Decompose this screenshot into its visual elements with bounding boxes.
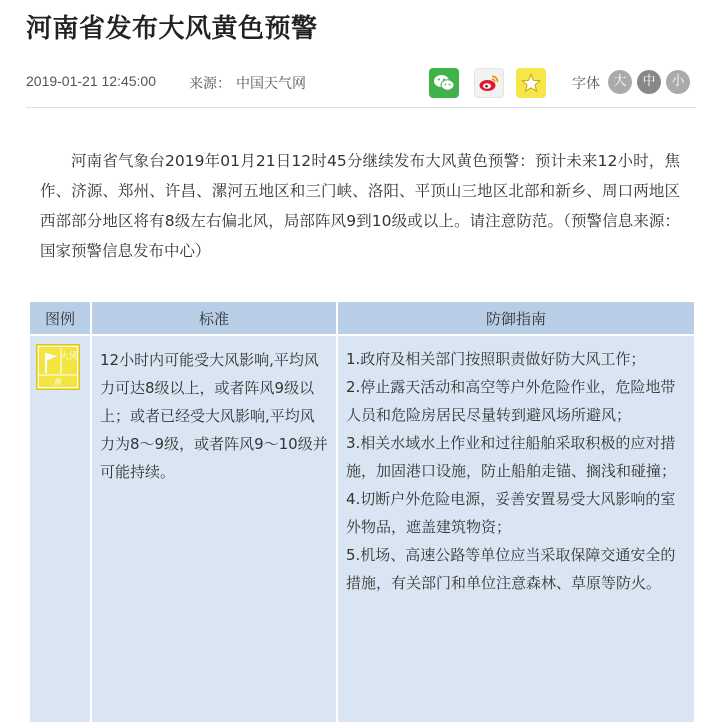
publish-date: 2019-01-21 12:45:00 <box>26 73 156 89</box>
guide-cell <box>337 335 695 723</box>
svg-text:大风: 大风 <box>59 352 79 362</box>
star-icon <box>521 73 541 93</box>
wechat-icon <box>433 74 455 92</box>
favorite-button[interactable] <box>516 68 546 98</box>
article-title: 河南省发布大风黄色预警 <box>26 14 318 44</box>
standard-cell: 12小时内可能受大风影响,平均风力可达8级以上，或者阵风9级以上；或者已经受大风影响,平均风力为8～9级，或者阵风9～10级并可能持续。 <box>91 335 337 723</box>
source-label: 来源： <box>189 76 231 92</box>
guide-item: 5.机场、高速公路等单位应当采取保障交通安全的措施，有关部门和单位注意森林、草原等防火。 <box>346 546 676 592</box>
share-weibo-button[interactable] <box>474 68 504 98</box>
font-size-label: 字体 <box>572 76 600 92</box>
font-size-medium-button[interactable]: 中 <box>637 70 661 94</box>
article-body: 河南省气象台2019年01月21日12时45分继续发布大风黄色预警：预计未来12小时，焦作、济源、郑州、许昌、漯河五地区和三门峡、洛阳、平顶山三地区北部和新乡、周口两地区西部部分地区将有8级左右偏北风，局部阵风9到10级或以上。请注意防范。（预警信息来源：国家预警信息发布中心） <box>40 152 680 260</box>
header-divider <box>26 107 696 108</box>
guide-item: 1.政府及相关部门按照职责做好防大风工作； <box>346 350 646 368</box>
table-header-row <box>29 301 695 335</box>
font-size-small-button[interactable]: 小 <box>666 70 690 94</box>
header-legend: 图例 <box>29 301 91 335</box>
legend-cell <box>29 335 91 723</box>
guide-item: 3.相关水域水上作业和过往船舶采取积极的应对措施，加固港口设施，防止船舶走锚、搁浅和碰撞； <box>346 434 677 480</box>
source-name[interactable]: 中国天气网 <box>236 76 306 92</box>
header-standard: 标准 <box>91 301 337 335</box>
guide-item: 2.停止露天活动和高空等户外危险作业，危险地带人员和危险房居民尽量转到避风场所避风； <box>346 378 676 424</box>
wind-yellow-warning-icon <box>36 344 80 390</box>
share-wechat-button[interactable] <box>429 68 459 98</box>
warning-table <box>28 300 696 724</box>
article-meta <box>26 66 692 102</box>
font-size-large-button[interactable]: 大 <box>608 70 632 94</box>
weibo-icon <box>478 73 500 93</box>
guide-item: 4.切断户外危险电源，妥善安置易受大风影响的室外物品，遮盖建筑物资； <box>346 490 676 536</box>
svg-text:黄: 黄 <box>54 378 62 387</box>
table-row <box>29 335 695 723</box>
header-guide: 防御指南 <box>337 301 695 335</box>
